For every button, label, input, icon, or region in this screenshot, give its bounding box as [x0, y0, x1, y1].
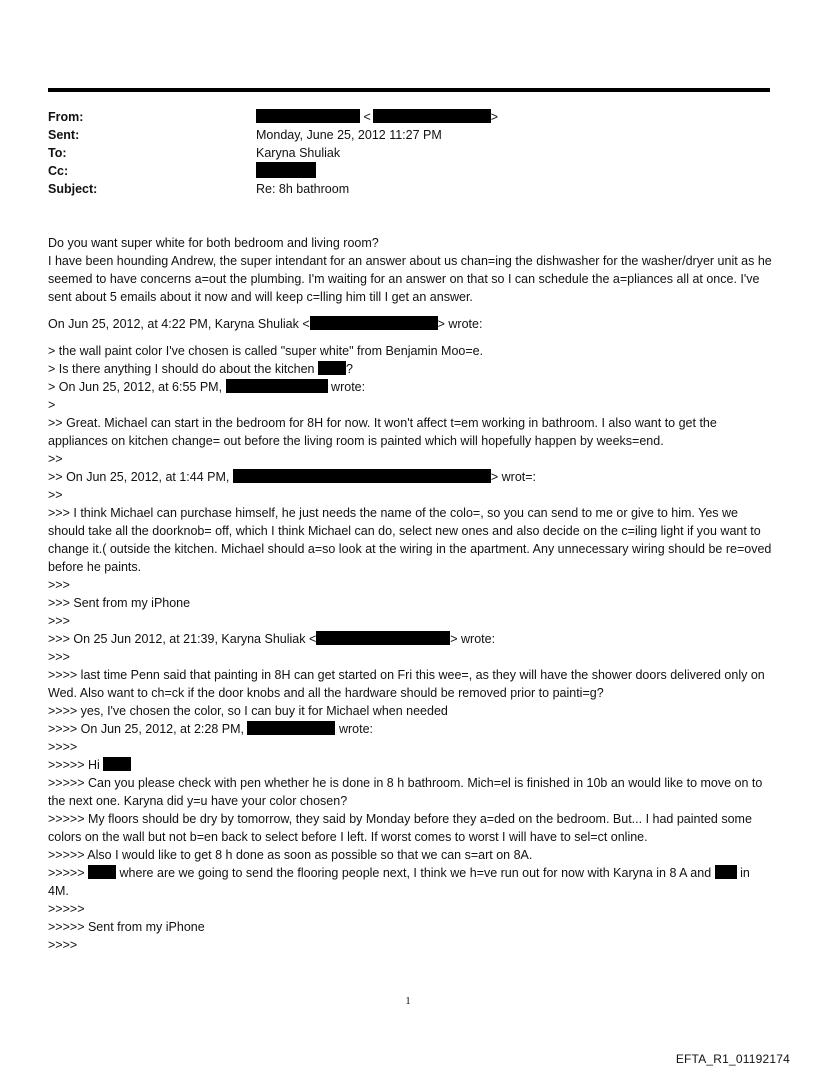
sent-label: Sent: — [48, 128, 80, 142]
body-paragraph: I have been hounding Andrew, the super intendant for an answer about us chan=ing the dishwasher for the washer/dryer unit as he seemed to have concerns a=out the plumbing. I'm waiting for an answer on that so I can schedule the a=pliances all at once. I've sent about 5 emails about it now and will keep c=lling him till I get an answer. — [48, 254, 772, 304]
redaction-block — [310, 316, 438, 330]
email-body — [48, 234, 772, 954]
from-value: < > — [256, 108, 498, 126]
from-label: From: — [48, 110, 84, 124]
cc-label: Cc: — [48, 164, 69, 178]
quote-line: >>> On 25 Jun 2012, at 21:39, Karyna Shuliak < > wrote: — [48, 632, 496, 646]
redaction-block — [715, 865, 737, 879]
quote-line: > — [48, 398, 56, 412]
quote-line: >>> Sent from my iPhone — [48, 596, 191, 610]
sent-value: Monday, June 25, 2012 11:27 PM — [256, 128, 442, 142]
quote-line: >>> — [48, 614, 70, 628]
redaction-block — [316, 631, 450, 645]
quote-line: >>>> On Jun 25, 2012, at 2:28 PM, wrote: — [48, 722, 373, 736]
quote-line: >>>>> Sent from my iPhone — [48, 920, 205, 934]
quote-paragraph: >>>>> Can you please check with pen whether he is done in 8 h bathroom. Mich=el is finished in 10b an would like to move on to the next one. Karyna did y=u have your color chosen? — [48, 776, 763, 808]
quote-line: >> — [48, 452, 63, 466]
redaction-block — [247, 721, 335, 735]
quote-line: >> On Jun 25, 2012, at 1:44 PM, > wrot=: — [48, 470, 537, 484]
page-number: 1 — [405, 995, 411, 1007]
to-value: Karyna Shuliak — [256, 146, 341, 160]
to-label: To: — [48, 146, 67, 160]
bates-number: EFTA_R1_01192174 — [675, 1052, 790, 1066]
redaction-block — [103, 757, 131, 771]
quote-line: >>> — [48, 650, 70, 664]
redaction-block — [373, 109, 491, 123]
redaction-block — [256, 109, 360, 123]
quote-line: > the wall paint color I've chosen is called "super white" from Benjamin Moo=e. — [48, 344, 484, 358]
quote-paragraph: >>>>> where are we going to send the flooring people next, I think we h=ve run out for now with Karyna in 8 A and in 4M. — [48, 866, 750, 898]
quote-line: > Is there anything I should do about the kitchen ? — [48, 362, 353, 376]
quote-paragraph: >>> I think Michael can purchase himself, he just needs the name of the colo=, so you can send to me or give to him. Yes we should take all the doorknob= off, which I think Michael can do, select new ones and also decide on the c=iling light if you want to change it.( outside the kitchen. Michael should a=so look at the wiring in the apartment. Any unnecessary wiring should be re=oved before he paints. — [48, 506, 772, 574]
subject-value: Re: 8h bathroom — [256, 182, 350, 196]
quote-line: >>>>> Hi — [48, 756, 772, 774]
quote-paragraph: >> Great. Michael can start in the bedroom for 8H for now. It won't affect t=em working in bathroom. I also want to get the appliances on kitchen change= out before the living room is painted which will hopefully happen by weeks=end. — [48, 416, 717, 448]
redaction-block — [233, 469, 491, 483]
cc-value — [256, 162, 316, 181]
redaction-block — [226, 379, 328, 393]
quote-header: On Jun 25, 2012, at 4:22 PM, Karyna Shuliak < > wrote: — [48, 317, 483, 331]
body-line: Do you want super white for both bedroom and living room? — [48, 236, 379, 250]
quote-line: > On Jun 25, 2012, at 6:55 PM, wrote: — [48, 380, 366, 394]
quote-line: >>>> yes, I've chosen the color, so I can buy it for Michael when needed — [48, 704, 448, 718]
quote-line: >> — [48, 488, 63, 502]
subject-label: Subject: — [48, 182, 98, 196]
redaction-block — [318, 361, 346, 375]
quote-line: >>> — [48, 578, 70, 592]
quote-paragraph: >>>> last time Penn said that painting in 8H can get started on Fri this wee=, as they will have the shower doors delivered only on Wed. Also want to ch=ck if the door knobs and all the hardware should be removed prior to painti=g? — [48, 668, 765, 700]
header-divider — [48, 88, 770, 92]
quote-line: >>>> — [48, 740, 78, 754]
quote-paragraph: >>>>> My floors should be dry by tomorrow, they said by Monday before they a=ded on the bedroom. But... I had painted some colors on the wall but not b=en back to select before I left. If worst comes to worst I will have to sel=ct online. — [48, 812, 752, 844]
quote-line: >>>>> Also I would like to get 8 h done as soon as possible so that we can s=art on 8A. — [48, 848, 533, 862]
redaction-block — [88, 865, 116, 879]
quote-line: >>>> — [48, 938, 78, 952]
quote-line: >>>>> — [48, 902, 85, 916]
redaction-block — [256, 162, 316, 178]
